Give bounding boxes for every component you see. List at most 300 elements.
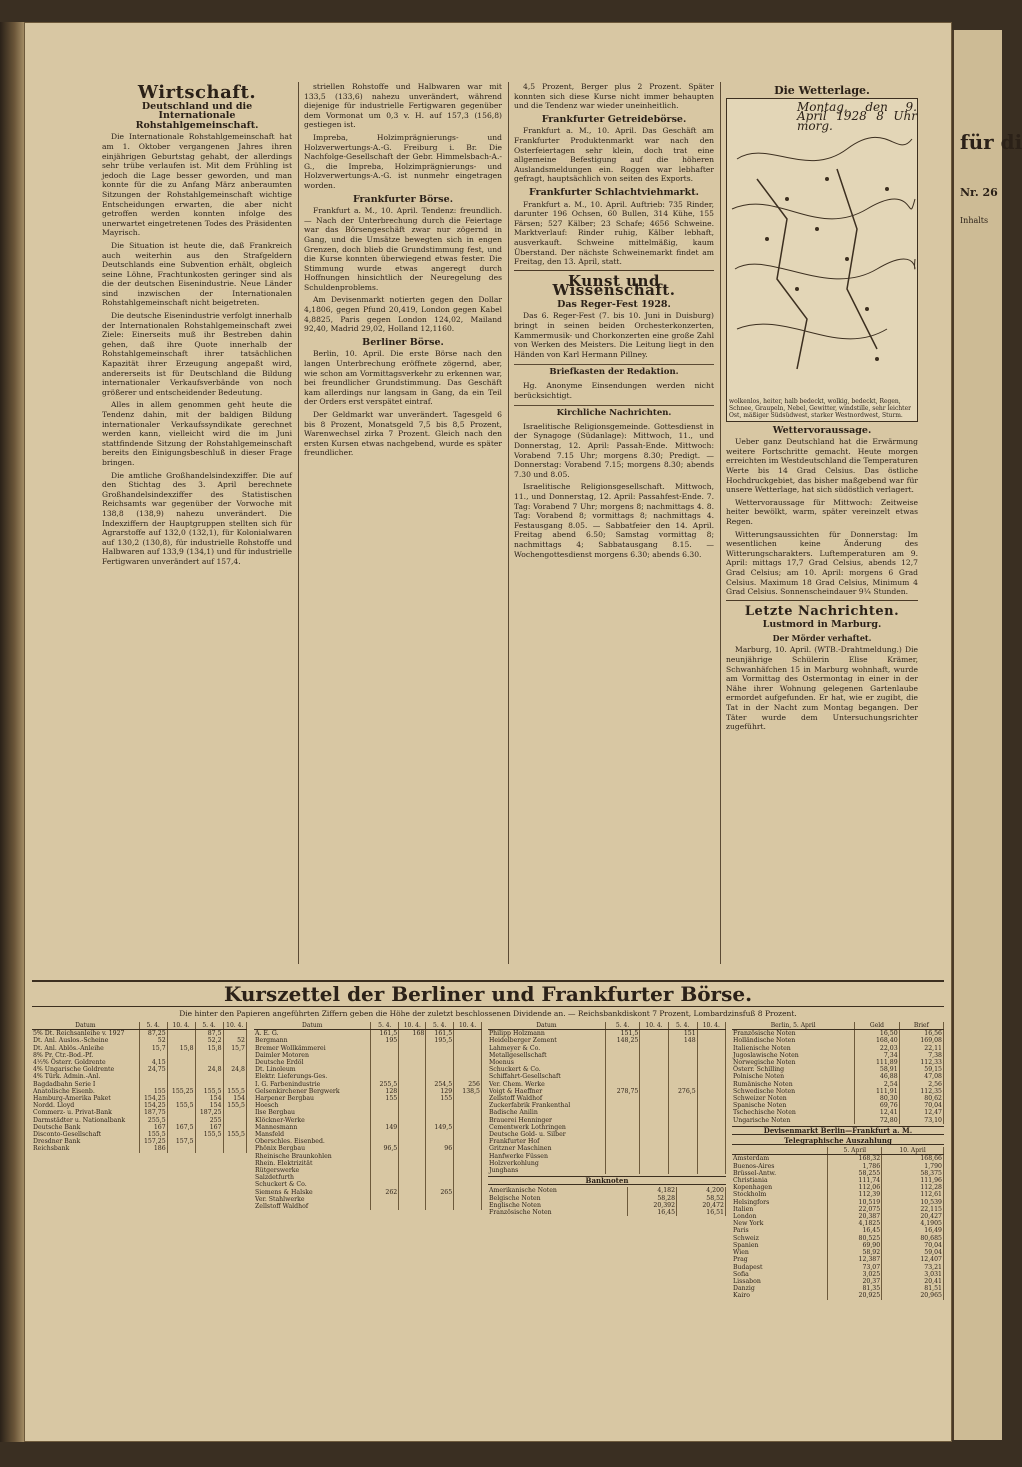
column-header: 10. 4. — [167, 1022, 195, 1030]
quote-cell — [399, 1037, 426, 1044]
quote-cell — [426, 1153, 454, 1160]
quote-cell: 4,1825 — [828, 1220, 882, 1227]
quote-cell: 3,031 — [882, 1271, 944, 1278]
quote-cell: 20,472 — [677, 1202, 726, 1209]
quote-cell: 15,8 — [167, 1045, 195, 1052]
quote-cell — [640, 1052, 668, 1059]
security-name: Amerikanische Noten — [488, 1187, 628, 1194]
quote-cell: 154 — [195, 1102, 223, 1109]
quote-cell — [454, 1117, 482, 1124]
quote-cell: 80,525 — [828, 1235, 882, 1242]
quote-cell — [605, 1160, 640, 1167]
church-news-title: Kirchliche Nachrichten. — [514, 405, 714, 419]
table-row — [254, 1073, 482, 1080]
quote-cell — [399, 1203, 426, 1210]
page-edge — [0, 22, 24, 1442]
quote-cell: 20,37 — [828, 1278, 882, 1285]
table-row — [488, 1195, 726, 1202]
security-name: Holländische Noten — [732, 1037, 855, 1044]
quote-cell — [668, 1066, 697, 1073]
column-header: 5. 4. — [139, 1022, 167, 1030]
table-row — [254, 1095, 482, 1102]
quote-cell: 52 — [139, 1037, 167, 1044]
table-row — [32, 1124, 247, 1131]
quote-cell — [167, 1145, 195, 1152]
quote-cell — [640, 1131, 668, 1138]
quote-cell: 254,5 — [426, 1081, 454, 1088]
quote-cell — [399, 1138, 426, 1145]
quote-cell — [668, 1167, 697, 1174]
divider — [726, 600, 918, 601]
quote-cell — [640, 1095, 668, 1102]
quote-cell — [697, 1145, 725, 1152]
quote-cell — [195, 1145, 223, 1152]
quote-cell — [454, 1153, 482, 1160]
table-row — [254, 1203, 482, 1210]
quote-cell: 10,539 — [882, 1199, 944, 1206]
security-name: Badische Anilin — [488, 1109, 605, 1116]
paragraph: Frankfurt a. M., 10. April. Das Geschäft am Frankfurter Produktenmarkt war nach den Osterfeiertagen sehr klein, doch trat eine allgemeine Befestigung auf die höheren Auslandsmeldungen ein. Roggen war lebhafter gefragt, hauptsächlich von seiten des Exports. — [514, 126, 714, 184]
frankfurt-exchange-title: Frankfurter Börse. — [352, 193, 454, 205]
quote-cell: 161,5 — [426, 1030, 454, 1038]
paragraph: Alles in allem genommen geht heute die Tendenz dahin, mit der baldigen Bildung internationaler Verkaufssyndikate gerechnet werden kann, vielleicht wird die im Juni stattfindende Sitzung der Rohstahlgemeinschaft bereits den Einigungsbeschluß in dieser Frage bringen. — [102, 400, 292, 467]
table-row — [32, 1030, 247, 1038]
security-name: Belgische Noten — [488, 1195, 628, 1202]
quote-cell: 154 — [223, 1095, 246, 1102]
security-name: Wien — [732, 1249, 828, 1256]
quote-cell — [371, 1196, 399, 1203]
security-name: Rheinische Braunkohlen — [254, 1153, 371, 1160]
quote-cell — [605, 1059, 640, 1066]
quote-cell — [223, 1081, 246, 1088]
quote-cell: 2,56 — [899, 1081, 943, 1088]
quote-cell: 58,91 — [855, 1066, 899, 1073]
security-name: Dt. Anl. Auslos.-Scheine — [32, 1037, 139, 1044]
table-row — [254, 1066, 482, 1073]
quote-cell — [640, 1153, 668, 1160]
quote-cell: 69,90 — [828, 1242, 882, 1249]
quote-cell — [668, 1117, 697, 1124]
quote-cell: 4,182 — [628, 1187, 677, 1194]
quote-cell — [454, 1052, 482, 1059]
column-header: 10. 4. — [454, 1022, 482, 1030]
table-row — [732, 1206, 944, 1213]
quote-cell — [640, 1073, 668, 1080]
security-name: Heidelberger Zement — [488, 1037, 605, 1044]
table-row — [254, 1153, 482, 1160]
crime-title: Lustmord in Marburg. — [762, 619, 882, 631]
quote-cell — [605, 1066, 640, 1073]
quote-cell — [697, 1153, 725, 1160]
table-row — [732, 1292, 944, 1299]
quote-cell — [371, 1181, 399, 1188]
security-name: Phönix Bergbau — [254, 1145, 371, 1152]
quote-cell — [167, 1052, 195, 1059]
security-name: Philipp Holzmann — [488, 1030, 605, 1038]
security-name: Nordd. Lloyd — [32, 1102, 139, 1109]
table-row — [732, 1184, 944, 1191]
quote-cell — [167, 1117, 195, 1124]
quote-cell: 12,387 — [828, 1256, 882, 1263]
quote-cell — [139, 1073, 167, 1080]
paragraph: Israelitische Religionsgemeinde. Gottesdienst in der Synagoge (Südanlage): Mittwoch, 11., und Donnerstag, 12. April: Passah-Ende. Mittwoch: Vorabend 7.15 Uhr; morgens 8.30; Predigt. — Donnerstag: Vorabend 7.15; morgens 8.30; abends 7.30 und 8.05. — [514, 421, 714, 479]
table-row — [732, 1242, 944, 1249]
quote-cell — [223, 1073, 246, 1080]
quote-cell — [605, 1124, 640, 1131]
quote-cell — [371, 1131, 399, 1138]
column-divider — [508, 82, 509, 964]
quote-cell — [640, 1117, 668, 1124]
quote-cell: 255 — [195, 1117, 223, 1124]
table-row — [254, 1102, 482, 1109]
quote-cell: 278,75 — [605, 1088, 640, 1095]
quote-cell — [399, 1145, 426, 1152]
quote-cell: 111,89 — [855, 1059, 899, 1066]
table-row — [32, 1088, 247, 1095]
paragraph: Frankfurt a. M., 10. April. Tendenz: freundlich. — Nach der Unterbrechung durch die Feiertage war das Börsengeschäft zwar nur zögernd in Gang, und die Umsätze bewegten sich in engen Grenzen, doch blieb die Grundstimmung fest, und die Kurse konnten überwiegend etwas fester. Die Stimmung wurde etwas angeregt durch Hoffnungen hinsichtlich der Neuregelung des Schuldenproblems. — [304, 206, 502, 292]
quote-cell — [454, 1167, 482, 1174]
shares-column — [254, 1022, 482, 1422]
quote-cell — [697, 1037, 725, 1044]
forecast-title: Wettervoraussage. — [772, 424, 872, 436]
security-name: Dresdner Bank — [32, 1138, 139, 1145]
column-divider — [720, 82, 721, 964]
table-row — [488, 1081, 726, 1088]
quote-cell — [399, 1160, 426, 1167]
quote-cell — [454, 1138, 482, 1145]
column-header: 5. 4. — [195, 1022, 223, 1030]
paragraph: Impreba, Holzimprägnierungs- und Holzverwertungs-A.-G. Freiburg i. Br. Die Nachfolge-Gesellschaft der Gebr. Himmelsbach-A.-G., die Impreba, Holzimprägnierungs- und Holzverwertungs-A.-G. ist nunmehr eingetragen worden. — [304, 132, 502, 190]
column-header: 5. 4. — [371, 1022, 399, 1030]
exchange-table-title: Kurszettel der Berliner und Frankfurter Börse. — [32, 980, 944, 1007]
column-header: 10. 4. — [223, 1022, 246, 1030]
column-header: Datum — [32, 1022, 139, 1030]
quote-cell — [426, 1203, 454, 1210]
quote-cell — [195, 1052, 223, 1059]
quote-cell: 24,8 — [195, 1066, 223, 1073]
paragraph: Am Devisenmarkt notierten gegen den Dollar 4,1806, gegen Pfund 20,419, London gegen Kabel 4,8825, Paris gegen London 124,02, Mailand 92,40, Madrid 29,02, Holland 12,1160. — [304, 295, 502, 334]
security-name: Französische Noten — [732, 1030, 855, 1038]
paragraph: Frankfurt a. M., 10. April. Auftrieb: 735 Rinder, darunter 196 Ochsen, 60 Bullen, 314 Kühe, 155 Färsen; 527 Kälber; 23 Schafe; 4656 Schweine. Marktverlauf: Rinder ruhig, Kälber lebhaft, ausverkauft. Schweine mittelmäßig, kaum Überstand. Der nächste Schweinemarkt findet am Freitag, den 13. April, statt. — [514, 199, 714, 267]
security-name: Elektr. Lieferungs-Ges. — [254, 1073, 371, 1080]
letters-title: Briefkasten der Redaktion. — [514, 364, 714, 378]
quote-cell — [371, 1045, 399, 1052]
table-row — [254, 1030, 482, 1038]
quote-cell: 80,30 — [855, 1095, 899, 1102]
security-name: Schweiz — [732, 1235, 828, 1242]
quote-cell: 16,49 — [882, 1227, 944, 1234]
quote-cell: 22,11 — [899, 1045, 943, 1052]
quote-cell: 168,66 — [882, 1155, 944, 1163]
security-name: Commerz- u. Privat-Bank — [32, 1109, 139, 1116]
table-row — [732, 1052, 944, 1059]
table-row — [732, 1088, 944, 1095]
table-row — [32, 1145, 247, 1152]
quote-cell — [640, 1138, 668, 1145]
table-row — [254, 1045, 482, 1052]
quote-cell — [605, 1109, 640, 1116]
quote-cell — [371, 1138, 399, 1145]
security-name: Danzig — [732, 1285, 828, 1292]
quote-cell — [371, 1066, 399, 1073]
quote-cell: 58,255 — [828, 1170, 882, 1177]
quote-cell — [223, 1030, 246, 1038]
quote-cell — [426, 1174, 454, 1181]
quote-cell: 112,61 — [882, 1191, 944, 1198]
quote-cell — [697, 1167, 725, 1174]
weather-title: Die Wetterlage. — [774, 84, 870, 97]
quote-cell — [399, 1073, 426, 1080]
table-row — [254, 1181, 482, 1188]
quote-cell — [167, 1030, 195, 1038]
security-name: Salzdetfurth — [254, 1174, 371, 1181]
currency-column — [732, 1022, 944, 1422]
quote-cell — [399, 1181, 426, 1188]
table-row — [254, 1145, 482, 1152]
quote-cell — [454, 1095, 482, 1102]
security-name: Spanien — [732, 1242, 828, 1249]
table-row — [732, 1030, 944, 1038]
security-name: Junghans — [488, 1167, 605, 1174]
quote-cell: 52 — [223, 1037, 246, 1044]
quote-cell — [223, 1117, 246, 1124]
quote-cell: 157,25 — [139, 1138, 167, 1145]
security-name: Norwegische Noten — [732, 1059, 855, 1066]
quote-cell — [697, 1117, 725, 1124]
quote-cell — [640, 1037, 668, 1044]
security-name: Bremer Wollkämmerei — [254, 1045, 371, 1052]
quote-cell: 255,5 — [139, 1117, 167, 1124]
quote-cell: 151,5 — [605, 1030, 640, 1038]
quote-cell: 155,5 — [223, 1102, 246, 1109]
quote-cell: 168,32 — [828, 1155, 882, 1163]
security-name: Deutsche Erdöl — [254, 1059, 371, 1066]
quote-cell: 80,685 — [882, 1235, 944, 1242]
table-row — [488, 1102, 726, 1109]
security-name: Paris — [732, 1227, 828, 1234]
table-row — [488, 1145, 726, 1152]
security-name: New York — [732, 1220, 828, 1227]
table-row — [732, 1073, 944, 1080]
quote-cell — [605, 1045, 640, 1052]
adjacent-page-contents: Inhalts — [960, 216, 989, 225]
quote-cell — [223, 1124, 246, 1131]
section-title-arts: Kunst und Wissenschaft. — [552, 271, 676, 300]
table-row — [732, 1037, 944, 1044]
security-name: A. E. G. — [254, 1030, 371, 1038]
table-row — [732, 1220, 944, 1227]
table-row — [488, 1153, 726, 1160]
quote-cell — [454, 1160, 482, 1167]
table-row — [254, 1189, 482, 1196]
table-row — [732, 1199, 944, 1206]
quote-cell — [167, 1073, 195, 1080]
quote-cell — [426, 1160, 454, 1167]
quote-cell: 3,025 — [828, 1271, 882, 1278]
quote-cell — [640, 1030, 668, 1038]
quote-cell: 58,28 — [628, 1195, 677, 1202]
quote-cell: 20,41 — [882, 1278, 944, 1285]
quote-cell: 24,75 — [139, 1066, 167, 1073]
paragraph: Berlin, 10. April. Die erste Börse nach den langen Unterbrechung eröffnete zögernd, aber, wie schon am Vormittagsverkehr zu erkennen war, bei freundlicher Grundstimmung. Das Geschäft kam allerdings nur langsam in Gang, da ein Teil der Orders erst verspätet eintraf. — [304, 349, 502, 407]
security-name: Spanische Noten — [732, 1102, 855, 1109]
security-name: Schwedische Noten — [732, 1088, 855, 1095]
quote-cell: 15,7 — [223, 1045, 246, 1052]
article-title-reger: Das Reger-Fest 1928. — [557, 298, 671, 310]
quote-cell — [697, 1045, 725, 1052]
table-row — [732, 1117, 944, 1124]
quote-cell — [399, 1109, 426, 1116]
security-name: Oberschles. Eisenbed. — [254, 1138, 371, 1145]
quote-cell — [371, 1160, 399, 1167]
security-name: Disconto-Gesellschaft — [32, 1131, 139, 1138]
quote-cell: 58,375 — [882, 1170, 944, 1177]
quote-cell: 96,5 — [371, 1145, 399, 1152]
quote-cell: 112,06 — [828, 1184, 882, 1191]
security-name: Deutsche Gold- u. Silber — [488, 1131, 605, 1138]
table-row — [488, 1037, 726, 1044]
quote-cell — [668, 1102, 697, 1109]
quote-cell — [454, 1124, 482, 1131]
quote-cell: 73,07 — [828, 1264, 882, 1271]
quote-cell — [426, 1052, 454, 1059]
paragraph: Hg. Anonyme Einsendungen werden nicht berücksichtigt. — [514, 381, 714, 400]
security-name: Lahmeyer & Co. — [488, 1045, 605, 1052]
quote-cell — [697, 1073, 725, 1080]
quote-cell: 20,387 — [828, 1213, 882, 1220]
security-name: Polnische Noten — [732, 1073, 855, 1080]
telegraph-subtitle: Telegraphische Auszahlung — [732, 1137, 944, 1145]
quote-cell — [399, 1117, 426, 1124]
quote-cell — [668, 1073, 697, 1080]
quote-cell: 20,925 — [828, 1292, 882, 1299]
quote-cell: 129 — [426, 1088, 454, 1095]
quote-cell — [454, 1073, 482, 1080]
quote-cell: 20,392 — [628, 1202, 677, 1209]
table-row — [488, 1124, 726, 1131]
quote-cell: 72,80 — [855, 1117, 899, 1124]
column-header: 10. 4. — [697, 1022, 725, 1030]
table-row — [488, 1030, 726, 1038]
security-name: Klöckner-Werke — [254, 1117, 371, 1124]
column-header: Berlin, 5. April — [732, 1022, 855, 1030]
quote-cell: 81,51 — [882, 1285, 944, 1292]
quote-cell — [399, 1059, 426, 1066]
quote-cell — [697, 1102, 725, 1109]
security-name: Buenos-Aires — [732, 1163, 828, 1170]
security-name: Schweizer Noten — [732, 1095, 855, 1102]
quote-cell: 148 — [668, 1037, 697, 1044]
quote-cell — [454, 1066, 482, 1073]
quote-cell: 168 — [399, 1030, 426, 1038]
quote-cell: 155,5 — [223, 1088, 246, 1095]
quote-cell: 195 — [371, 1037, 399, 1044]
quote-cell: 155,5 — [139, 1131, 167, 1138]
security-name: Kopenhagen — [732, 1184, 828, 1191]
quote-cell: 69,76 — [855, 1102, 899, 1109]
quote-cell — [454, 1045, 482, 1052]
security-name: Bergmann — [254, 1037, 371, 1044]
quote-cell: 128 — [371, 1088, 399, 1095]
table-row — [732, 1163, 944, 1170]
quote-cell — [605, 1167, 640, 1174]
security-name: Stockholm — [732, 1191, 828, 1198]
quote-cell — [454, 1030, 482, 1038]
quote-cell — [167, 1109, 195, 1116]
paragraph: Das 6. Reger-Fest (7. bis 10. Juni in Duisburg) bringt in seinen beiden Orchesterkonzerten, Kammermusik- und Chorkonzerten eine große Zahl von Werken des Meisters. Die Leitung liegt in den Händen von Karl Hermann Pillney. — [514, 311, 714, 359]
table-row — [32, 1037, 247, 1044]
table-row — [32, 1102, 247, 1109]
quote-cell: 155,25 — [167, 1088, 195, 1095]
quote-cell: 265 — [426, 1189, 454, 1196]
security-name: London — [732, 1213, 828, 1220]
quote-cell — [605, 1117, 640, 1124]
quote-cell — [426, 1117, 454, 1124]
security-name: Harpener Bergbau — [254, 1095, 371, 1102]
security-name: Schuckert & Co. — [254, 1181, 371, 1188]
quote-cell — [697, 1109, 725, 1116]
security-name: 4% Türk. Admin.-Anl. — [32, 1073, 139, 1080]
security-name: Ver. Chem. Werke — [488, 1081, 605, 1088]
quote-cell — [399, 1095, 426, 1102]
quote-cell: 148,25 — [605, 1037, 640, 1044]
quote-cell — [697, 1088, 725, 1095]
quote-cell — [605, 1102, 640, 1109]
quote-cell — [167, 1081, 195, 1088]
quote-cell: 46,88 — [855, 1073, 899, 1080]
table-row — [32, 1117, 247, 1124]
quote-cell: 155,5 — [223, 1131, 246, 1138]
column-header: Datum — [254, 1022, 371, 1030]
quote-cell — [697, 1095, 725, 1102]
cattle-market-title: Frankfurter Schlachtviehmarkt. — [529, 186, 699, 198]
table-row — [488, 1202, 726, 1209]
quote-cell — [167, 1131, 195, 1138]
security-name: Moenus — [488, 1059, 605, 1066]
quote-cell: 112,35 — [899, 1088, 943, 1095]
quote-cell: 20,965 — [882, 1292, 944, 1299]
quote-cell — [668, 1095, 697, 1102]
weather-map-drawing — [727, 119, 917, 399]
quote-cell — [668, 1059, 697, 1066]
table-row — [254, 1088, 482, 1095]
quote-cell — [371, 1117, 399, 1124]
quote-cell: 112,33 — [899, 1059, 943, 1066]
divider — [514, 270, 714, 271]
paragraph: Wettervoraussage für Mittwoch: Zeitweise heiter bewölkt, warm, später vereinzelt etwas Regen. — [726, 497, 918, 526]
table-row — [488, 1066, 726, 1073]
security-name: Hoesch — [254, 1102, 371, 1109]
security-name: Schiffahrt-Gesellschaft — [488, 1073, 605, 1080]
quote-cell: 12,47 — [899, 1109, 943, 1116]
newspaper-page — [24, 22, 952, 1442]
security-name: Österr. Schilling — [732, 1066, 855, 1073]
quote-cell: 58,92 — [828, 1249, 882, 1256]
table-row — [254, 1117, 482, 1124]
table-row — [488, 1160, 726, 1167]
quote-cell: 24,8 — [223, 1066, 246, 1073]
quote-cell: 154,25 — [139, 1095, 167, 1102]
column-divider — [298, 82, 299, 964]
quote-cell — [697, 1081, 725, 1088]
quote-cell — [668, 1109, 697, 1116]
quote-cell — [454, 1059, 482, 1066]
security-name: Amsterdam — [732, 1155, 828, 1163]
quote-cell: 138,5 — [454, 1088, 482, 1095]
table-row — [732, 1285, 944, 1292]
quote-cell: 161,5 — [371, 1030, 399, 1038]
table-row — [488, 1088, 726, 1095]
